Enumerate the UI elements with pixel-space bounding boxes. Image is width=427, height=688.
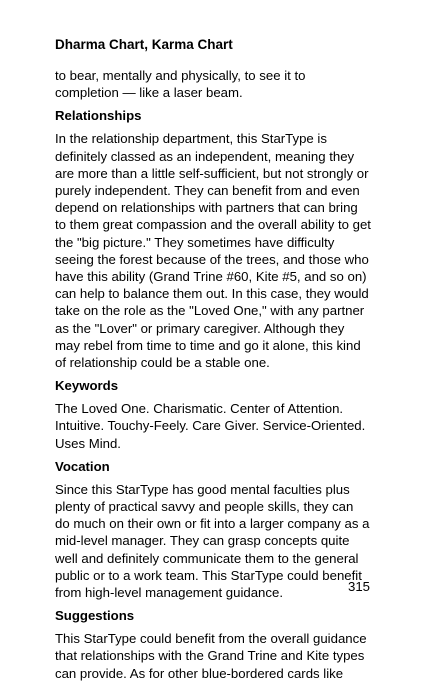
text-line: as the "Lover" or primary caregiver. Although they xyxy=(55,320,345,336)
text-line: plenty of practical savvy and people skills, they can xyxy=(55,499,354,515)
text-line: Since this StarType has good mental faculties plus xyxy=(55,481,350,497)
text-line: depend on relationships with partners that can bring xyxy=(55,200,358,216)
text-line: do much on their own or fit into a larger company as a xyxy=(55,516,370,532)
relationships-heading: Relationships xyxy=(55,108,142,124)
text-line: may rebel from time to time and go it alone, this kind xyxy=(55,337,361,353)
text-line: definitely classed as an independent, meaning they xyxy=(55,148,355,164)
text-line: have this ability (Grand Trine #60, Kite #5, and so on) xyxy=(55,269,367,285)
text-line: can help to balance them out. In this case, they would xyxy=(55,286,369,302)
text-line: This StarType could benefit from the overall guidance xyxy=(55,631,367,647)
text-line: to them great compassion and the overall ability to get xyxy=(55,217,371,233)
text-line: seeing the forest because of the trees, and those who xyxy=(55,251,369,267)
text-line: the "big picture." They sometimes have difficulty xyxy=(55,234,335,250)
page-number: 315 xyxy=(348,579,371,594)
text-line: are more than a little self-sufficient, but not strongly or xyxy=(55,165,369,181)
text-line: that relationships with the Grand Trine and Kite types xyxy=(55,648,365,664)
intro-paragraph xyxy=(55,67,380,101)
keywords-paragraph xyxy=(55,400,380,452)
suggestions-paragraph xyxy=(55,630,380,682)
keywords-heading: Keywords xyxy=(55,378,119,394)
text-line: completion — like a laser beam. xyxy=(55,85,243,101)
vocation-paragraph xyxy=(55,481,380,601)
text-line: purely independent. They can benefit from and even xyxy=(55,183,360,199)
text-line: can provide. As for other blue-bordered cards like xyxy=(55,665,344,681)
text-line: In the relationship department, this StarType is xyxy=(55,131,327,147)
page-body xyxy=(55,67,380,688)
suggestions-heading: Suggestions xyxy=(55,608,135,624)
text-line: mid-level manager. They can grasp concepts quite xyxy=(55,533,350,549)
text-line: The Loved One. Charismatic. Center of Attention. xyxy=(55,401,344,417)
text-line: well and definitely communicate them to the general xyxy=(55,550,359,566)
text-line: from high-level management guidance. xyxy=(55,585,283,601)
text-line: of relationship could be a stable one. xyxy=(55,355,270,371)
text-line: public or to a work team. This StarType could benefit xyxy=(55,567,362,583)
text-line: take on the role as the "Loved One," with any partner xyxy=(55,303,365,319)
running-header: Dharma Chart, Karma Chart xyxy=(55,37,233,52)
vocation-heading: Vocation xyxy=(55,458,110,474)
text-line: Intuitive. Touchy-Feely. Care Giver. Service-Oriented. xyxy=(55,418,366,434)
text-line: to bear, mentally and physically, to see it to xyxy=(55,68,306,83)
text-line: Uses Mind. xyxy=(55,435,121,451)
relationships-paragraph xyxy=(55,130,380,371)
